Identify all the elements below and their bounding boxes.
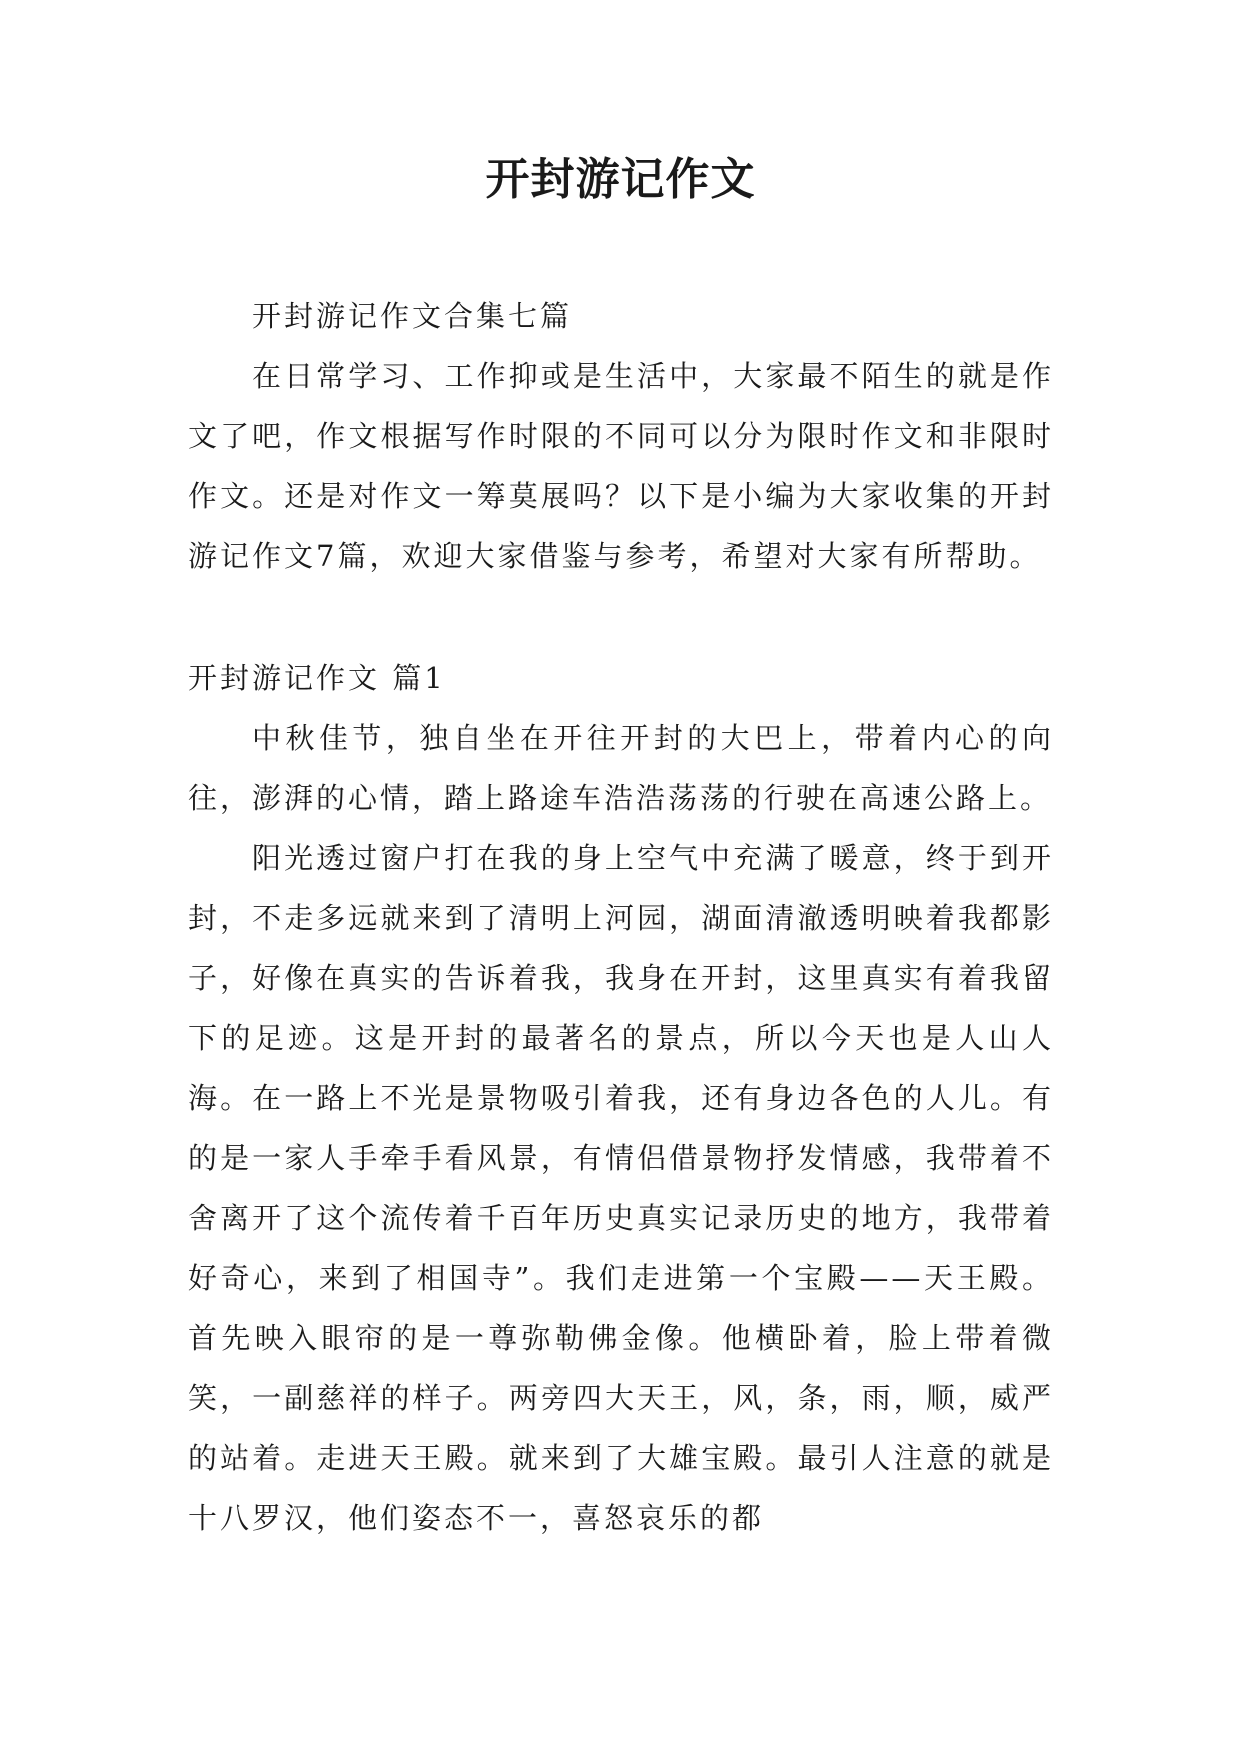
intro-paragraph: 在日常学习、工作抑或是生活中，大家最不陌生的就是作文了吧，作文根据写作时限的不同可以分为限时作文和非限时作文。还是对作文一筹莫展吗？以下是小编为大家收集的开封游记作文7篇，欢迎大家借鉴与参考，希望对大家有所帮助。 [188,359,1054,573]
section-heading: 开封游记作文 篇1 [188,661,446,695]
document-body [188,286,1054,1548]
document-title: 开封游记作文 [485,154,756,205]
collection-subtitle: 开封游记作文合集七篇 [252,299,573,333]
essay-paragraph-1: 中秋佳节，独自坐在开往开封的大巴上，带着内心的向往，澎湃的心情，踏上路途车浩浩荡荡的行驶在高速公路上。 [188,721,1054,815]
essay-paragraph-2: 阳光透过窗户打在我的身上空气中充满了暖意，终于到开封，不走多远就来到了清明上河园，湖面清澈透明映着我都影子，好像在真实的告诉着我，我身在开封，这里真实有着我留下的足迹。这是开封的最著名的景点，所以今天也是人山人海。在一路上不光是景物吸引着我，还有身边各色的人儿。有的是一家人手牵手看风景，有情侣借景物抒发情感，我带着不舍离开了这个流传着千百年历史真实记录历史的地方，我带着好奇心，来到了相国寺”。我们走进第一个宝殿——天王殿。首先映入眼帘的是一尊弥勒佛金像。他横卧着，脸上带着微笑，一副慈祥的样子。两旁四大天王，风，条，雨，顺，威严的站着。走进天王殿。就来到了大雄宝殿。最引人注意的就是十八罗汉，他们姿态不一，喜怒哀乐的都 [188,841,1054,1535]
